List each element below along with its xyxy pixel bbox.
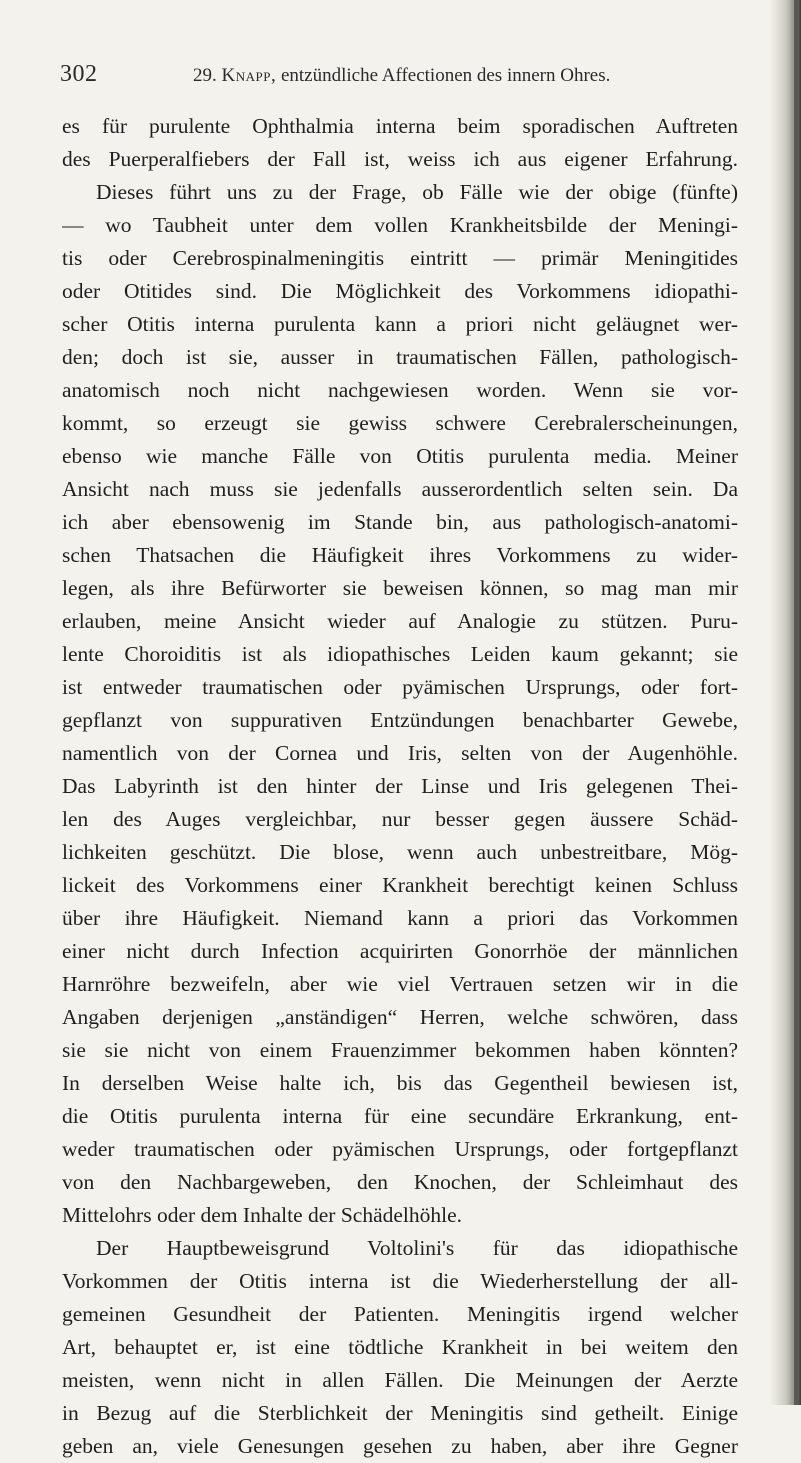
- text-line: meisten, wenn nicht in allen Fällen. Die Meinungen der Aerzte: [62, 1368, 738, 1392]
- chapter-prefix: 29.: [193, 65, 222, 86]
- text-line: ist entweder traumatischen oder pyämischen Ursprungs, oder fort-: [62, 675, 738, 699]
- text-line: tis oder Cerebrospinalmeningitis eintritt — primär Meningitides: [62, 246, 738, 270]
- book-binding-edge: [794, 0, 798, 1405]
- text-line: sie sie nicht von einem Frauenzimmer bekommen haben könnten?: [62, 1038, 738, 1062]
- text-line: Angaben derjenigen „anständigen“ Herren, welche schwören, dass: [62, 1005, 738, 1029]
- text-line: lickeit des Vorkommens einer Krankheit berechtigt keinen Schluss: [62, 873, 738, 897]
- text-line: Dieses führt uns zu der Frage, ob Fälle wie der obige (fünfte): [96, 180, 738, 204]
- author-name: Knapp,: [221, 65, 277, 86]
- text-line: Vorkommen der Otitis interna ist die Wiederherstellung der all-: [62, 1269, 738, 1293]
- text-line: weder traumatischen oder pyämischen Ursprungs, oder fortgepflanzt: [62, 1137, 738, 1161]
- text-line: lente Choroiditis ist als idiopathisches Leiden kaum gekannt; sie: [62, 642, 738, 666]
- chapter-title: [193, 65, 610, 87]
- chapter-rest: entzündliche Affectionen des innern Ohres.: [276, 65, 611, 86]
- text-line: es für purulente Ophthalmia interna beim sporadischen Auftreten: [62, 114, 738, 138]
- text-line: Das Labyrinth ist den hinter der Linse und Iris gelegenen Thei-: [62, 774, 738, 798]
- text-line: scher Otitis interna purulenta kann a priori nicht geläugnet wer-: [62, 312, 738, 336]
- body-text: [62, 110, 738, 1463]
- text-line: lichkeiten geschützt. Die blose, wenn auch unbestreitbare, Mög-: [62, 840, 738, 864]
- text-line: Ansicht nach muss sie jedenfalls ausserordentlich selten sein. Da: [62, 477, 738, 501]
- text-line: erlauben, meine Ansicht wieder auf Analogie zu stützen. Puru-: [62, 609, 738, 633]
- text-line: — wo Taubheit unter dem vollen Krankheitsbilde der Meningi-: [62, 213, 738, 237]
- page-number: 302: [60, 61, 98, 87]
- text-line: die Otitis purulenta interna für eine secundäre Erkrankung, ent-: [62, 1104, 738, 1128]
- text-line: geben an, viele Genesungen gesehen zu haben, aber ihre Gegner: [62, 1434, 738, 1458]
- text-line: legen, als ihre Befürworter sie beweisen können, so mag man mir: [62, 576, 738, 600]
- text-line: schen Thatsachen die Häufigkeit ihres Vorkommens zu wider-: [62, 543, 738, 567]
- text-line: ebenso wie manche Fälle von Otitis purulenta media. Meiner: [62, 444, 738, 468]
- text-line: Mittelohrs oder dem Inhalte der Schädelhöhle.: [62, 1203, 463, 1227]
- text-line: In derselben Weise halte ich, bis das Gegentheil bewiesen ist,: [62, 1071, 738, 1095]
- text-line: ich aber ebensowenig im Stande bin, aus pathologisch-anatomi-: [62, 510, 738, 534]
- text-line: in Bezug auf die Sterblichkeit der Meningitis sind getheilt. Einige: [62, 1401, 738, 1425]
- text-line: einer nicht durch Infection acquirirten Gonorrhöe der männlichen: [62, 939, 738, 963]
- text-line: gemeinen Gesundheit der Patienten. Meningitis irgend welcher: [62, 1302, 738, 1326]
- text-line: von den Nachbargeweben, den Knochen, der Schleimhaut des: [62, 1170, 738, 1194]
- text-line: len des Auges vergleichbar, nur besser gegen äussere Schäd-: [62, 807, 738, 831]
- text-line: namentlich von der Cornea und Iris, selten von der Augenhöhle.: [62, 741, 738, 765]
- text-line: über ihre Häufigkeit. Niemand kann a priori das Vorkommen: [62, 906, 738, 930]
- text-line: oder Otitides sind. Die Möglichkeit des Vorkommens idiopathi-: [62, 279, 738, 303]
- text-line: anatomisch noch nicht nachgewiesen worden. Wenn sie vor-: [62, 378, 738, 402]
- text-line: Art, behauptet er, ist eine tödtliche Krankheit in bei weitem den: [62, 1335, 738, 1359]
- running-head: [60, 61, 740, 101]
- text-line: Harnröhre bezweifeln, aber wie viel Vertrauen setzen wir in die: [62, 972, 738, 996]
- text-line: kommt, so erzeugt sie gewiss schwere Cerebralerscheinungen,: [62, 411, 738, 435]
- text-line: des Puerperalfiebers der Fall ist, weiss ich aus eigener Erfahrung.: [62, 147, 738, 171]
- text-line: gepflanzt von suppurativen Entzündungen benachbarter Gewebe,: [62, 708, 738, 732]
- text-line: den; doch ist sie, ausser in traumatischen Fällen, pathologisch-: [62, 345, 738, 369]
- text-line: Der Hauptbeweisgrund Voltolini's für das idiopathische: [96, 1236, 738, 1260]
